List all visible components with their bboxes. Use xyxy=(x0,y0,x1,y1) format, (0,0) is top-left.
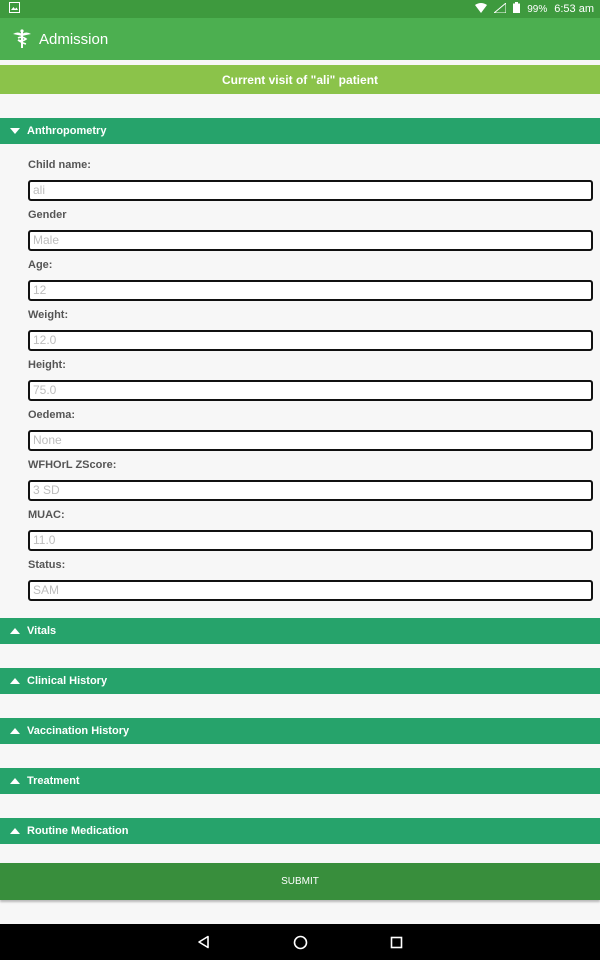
wfhorl-zscore-input[interactable]: 3 SD xyxy=(28,480,593,501)
field-gender xyxy=(28,207,593,251)
field-label: Child name: xyxy=(28,159,91,171)
child-name-input[interactable]: ali xyxy=(28,180,593,201)
section-routine-medication[interactable] xyxy=(0,818,600,844)
wifi-icon xyxy=(475,3,487,16)
section-vitals[interactable] xyxy=(0,618,600,644)
recents-icon[interactable] xyxy=(384,930,408,954)
field-weight xyxy=(28,307,593,351)
height-input[interactable]: 75.0 xyxy=(28,380,593,401)
status-input[interactable]: SAM xyxy=(28,580,593,601)
age-input[interactable]: 12 xyxy=(28,280,593,301)
section-label: Vaccination History xyxy=(27,725,130,737)
gender-input[interactable]: Male xyxy=(28,230,593,251)
section-treatment[interactable] xyxy=(0,768,600,794)
status-bar xyxy=(0,0,600,18)
field-label: WFHOrL ZScore: xyxy=(28,459,117,471)
field-label: Oedema: xyxy=(28,409,76,421)
field-oedema xyxy=(28,407,593,451)
section-clinical-history[interactable] xyxy=(0,668,600,694)
caret-down-icon xyxy=(9,125,21,137)
back-icon[interactable] xyxy=(192,930,216,954)
section-anthropometry[interactable] xyxy=(0,118,600,144)
app-bar xyxy=(0,18,600,60)
system-nav-bar xyxy=(0,924,600,960)
field-age xyxy=(28,257,593,301)
field-height xyxy=(28,357,593,401)
caret-up-icon xyxy=(9,625,21,637)
section-label: Clinical History xyxy=(27,675,108,687)
image-icon xyxy=(9,2,20,16)
caduceus-icon xyxy=(11,28,33,50)
battery-percentage: 99% xyxy=(527,3,548,15)
field-wfhorl-zscore xyxy=(28,457,593,501)
battery-icon xyxy=(513,2,520,16)
field-muac xyxy=(28,507,593,551)
field-label: Weight: xyxy=(28,309,69,321)
section-label: Vitals xyxy=(27,625,57,637)
field-label: Gender xyxy=(28,209,67,221)
patient-visit-banner: Current visit of "ali" patient xyxy=(0,65,600,94)
section-vaccination-history[interactable] xyxy=(0,718,600,744)
caret-up-icon xyxy=(9,675,21,687)
clock: 6:53 am xyxy=(554,3,594,15)
field-child-name xyxy=(28,157,593,201)
field-label: MUAC: xyxy=(28,509,65,521)
section-label: Routine Medication xyxy=(27,825,129,837)
caret-up-icon xyxy=(9,775,21,787)
home-icon[interactable] xyxy=(288,930,312,954)
field-label: Age: xyxy=(28,259,53,271)
oedema-input[interactable]: None xyxy=(28,430,593,451)
field-label: Status: xyxy=(28,559,66,571)
app-title: Admission xyxy=(39,30,109,48)
signal-icon xyxy=(494,3,506,16)
muac-input[interactable]: 11.0 xyxy=(28,530,593,551)
caret-up-icon xyxy=(9,725,21,737)
section-label: Treatment xyxy=(27,775,80,787)
caret-up-icon xyxy=(9,825,21,837)
field-label: Height: xyxy=(28,359,66,371)
field-status xyxy=(28,557,593,601)
section-label: Anthropometry xyxy=(27,125,107,137)
submit-button[interactable]: SUBMIT xyxy=(0,863,600,900)
weight-input[interactable]: 12.0 xyxy=(28,330,593,351)
